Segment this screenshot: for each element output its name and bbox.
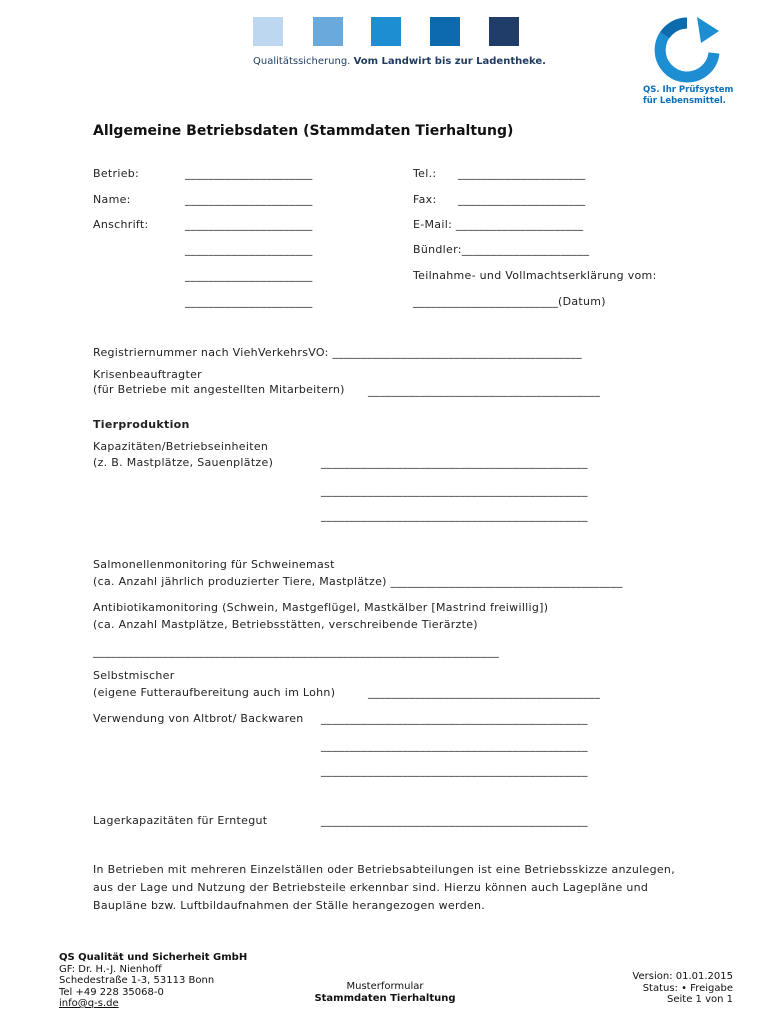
email-field[interactable]: E-Mail: ______________________ — [413, 218, 584, 231]
footer-center-block — [303, 981, 467, 1004]
label-anschrift: Anschrift: — [93, 218, 149, 231]
brand-square-4 — [430, 17, 460, 46]
label-kapazitaeten-2: (z. B. Mastplätze, Sauenplätze) — [93, 456, 274, 469]
label-antibiotika-2: (ca. Anzahl Mastplätze, Betriebsstätten, verschreibende Tierärzte) — [93, 618, 478, 631]
blank-anschrift-4[interactable]: ______________________ — [185, 295, 313, 308]
note-line-2: aus der Lage und Nutzung der Betriebsteile erkennbar sind. Hierzu können auch Lagepläne und — [93, 881, 649, 894]
footer-page: Seite 1 von 1 — [667, 994, 733, 1005]
footer-street: Schedestraße 1-3, 53113 Bonn — [59, 975, 215, 986]
footer-center-1: Musterformular — [346, 981, 424, 992]
note-line-3: Baupläne bzw. Luftbildaufnahmen der Ställe herangezogen werden. — [93, 899, 486, 912]
brand-square-1 — [253, 17, 283, 46]
blank-kapazitaeten-3[interactable]: ______________________________________________ — [321, 509, 588, 522]
footer-version-block — [593, 971, 733, 1006]
label-betrieb: Betrieb: — [93, 167, 140, 180]
datum-field[interactable]: _________________________(Datum) — [413, 295, 606, 308]
blank-krisen[interactable]: ________________________________________ — [368, 384, 600, 397]
blank-name[interactable]: ______________________ — [185, 193, 313, 206]
blank-antibiotika[interactable]: ______________________________________________________________________ — [93, 645, 499, 658]
logo-line-1: QS. Ihr Prüfsystem — [643, 85, 734, 95]
note-line-1: In Betrieben mit mehreren Einzelställen oder Betriebsabteilungen ist eine Betriebsskizze anzulegen, — [93, 863, 675, 876]
footer-status: Status: • Freigabe — [642, 982, 733, 994]
qs-logo-text — [643, 85, 733, 107]
blank-betrieb[interactable]: ______________________ — [185, 167, 313, 180]
qs-logo-icon — [653, 17, 721, 83]
tagline-part1: Qualitätssicherung. — [253, 56, 351, 67]
label-selbstmischer-1: Selbstmischer — [93, 669, 175, 682]
blank-kapazitaeten-1[interactable]: ______________________________________________ — [321, 456, 588, 469]
footer-version: Version: 01.01.2015 — [632, 971, 733, 982]
label-name: Name: — [93, 193, 131, 206]
blank-anschrift-2[interactable]: ______________________ — [185, 243, 313, 256]
label-selbstmischer-2: (eigene Futteraufbereitung auch im Lohn) — [93, 686, 336, 699]
label-antibiotika-1: Antibiotikamonitoring (Schwein, Mastgeflügel, Mastkälber [Mastrind freiwillig]) — [93, 601, 549, 614]
page-title: Allgemeine Betriebsdaten (Stammdaten Tierhaltung) — [93, 123, 514, 139]
blank-selbstmischer[interactable]: ________________________________________ — [368, 686, 600, 699]
blank-tel[interactable]: ______________________ — [458, 167, 586, 180]
label-altbrot: Verwendung von Altbrot/ Backwaren — [93, 712, 304, 725]
brand-square-5 — [489, 17, 519, 46]
blank-altbrot-2[interactable]: ______________________________________________ — [321, 739, 588, 752]
label-teilnahme: Teilnahme- und Vollmachtserklärung vom: — [413, 269, 657, 282]
footer-center-2: Stammdaten Tierhaltung — [314, 992, 456, 1004]
label-lager: Lagerkapazitäten für Erntegut — [93, 814, 268, 827]
label-tel: Tel.: — [413, 167, 437, 180]
registriernummer-field[interactable]: Registriernummer nach ViehVerkehrsVO: ___________________________________________ — [93, 346, 582, 359]
brand-square-2 — [313, 17, 343, 46]
blank-altbrot-3[interactable]: ______________________________________________ — [321, 764, 588, 777]
logo-line-2: für Lebensmittel. — [643, 96, 726, 106]
footer-tel: Tel +49 228 35068-0 — [59, 986, 164, 998]
footer-company-block — [59, 952, 247, 1010]
footer-email-link[interactable]: info@q-s.de — [59, 998, 119, 1009]
section-tierproduktion: Tierproduktion — [93, 418, 190, 431]
footer-company: QS Qualität und Sicherheit GmbH — [59, 952, 248, 963]
label-fax: Fax: — [413, 193, 437, 206]
label-kapazitaeten-1: Kapazitäten/Betriebseinheiten — [93, 440, 269, 453]
blank-anschrift-3[interactable]: ______________________ — [185, 269, 313, 282]
blank-kapazitaeten-2[interactable]: ______________________________________________ — [321, 484, 588, 497]
blank-fax[interactable]: ______________________ — [458, 193, 586, 206]
blank-anschrift-1[interactable]: ______________________ — [185, 218, 313, 231]
footer-gf: GF: Dr. H.-J. Nienhoff — [59, 963, 162, 975]
tagline-part2: Vom Landwirt bis zur Ladentheke. — [353, 56, 546, 67]
label-salmonellen-1: Salmonellenmonitoring für Schweinemast — [93, 558, 335, 571]
tagline — [253, 56, 546, 67]
blank-lager[interactable]: ______________________________________________ — [321, 814, 588, 827]
label-krisen-1: Krisenbeauftragter — [93, 368, 202, 381]
blank-altbrot-1[interactable]: ______________________________________________ — [321, 712, 588, 725]
label-salmonellen-2[interactable]: (ca. Anzahl jährlich produzierter Tiere, Mastplätze) ________________________________________ — [93, 575, 623, 588]
brand-square-3 — [371, 17, 401, 46]
buendler-field[interactable]: Bündler:______________________ — [413, 243, 590, 256]
label-krisen-2: (für Betriebe mit angestellten Mitarbeitern) — [93, 383, 345, 396]
